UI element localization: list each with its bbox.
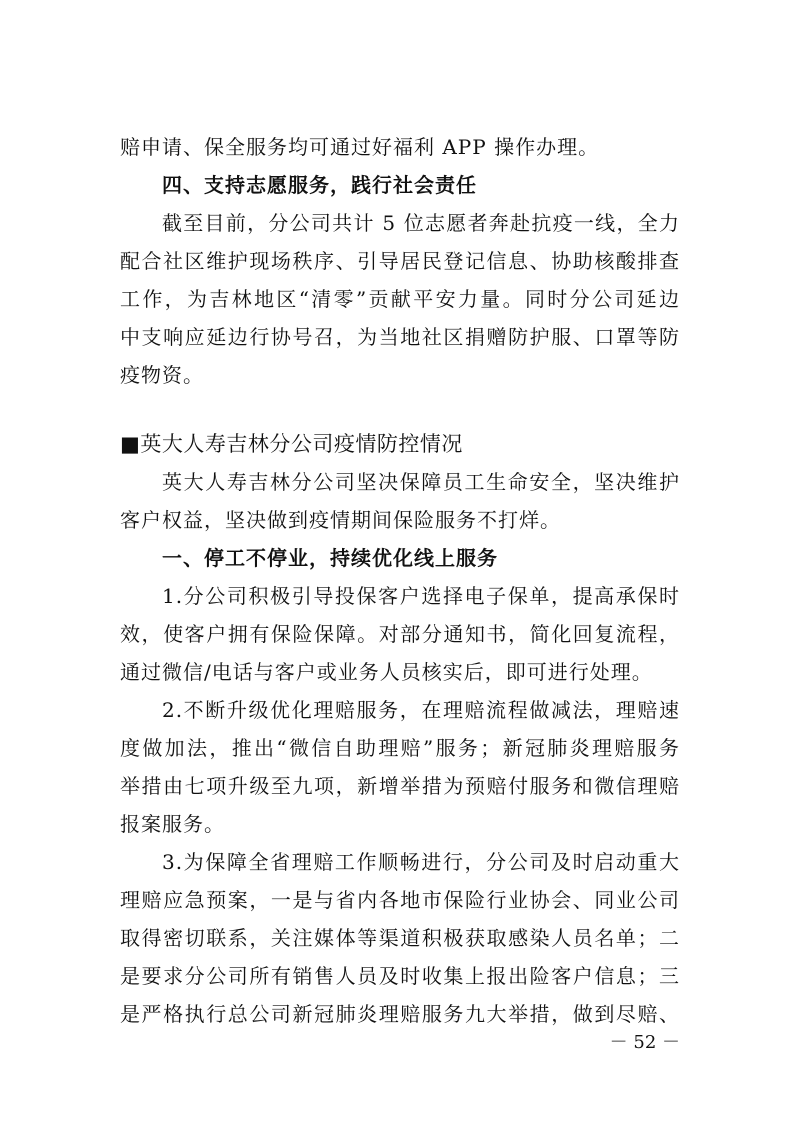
body-text-line: 中支响应延边行协号召，为当地社区捐赠防护服、口罩等防	[120, 325, 680, 349]
body-text-line: 是要求分公司所有销售人员及时收集上报出险客户信息；三	[120, 964, 680, 988]
body-text-line: 举措由七项升级至九项，新增举措为预赔付服务和微信理赔	[120, 774, 680, 798]
paragraph-first-line: 3.为保障全省理赔工作顺畅进行，分公司及时启动重大	[162, 850, 680, 874]
body-text-line: 度做加法，推出“微信自助理赔”服务；新冠肺炎理赔服务	[120, 736, 680, 760]
body-text-line: 报案服务。	[120, 812, 225, 836]
section-heading: ■英大人寿吉林分公司疫情防控情况	[120, 432, 463, 456]
body-text-line: 配合社区维护现场秩序、引导居民登记信息、协助核酸排查	[120, 249, 680, 273]
body-text-line: 客户权益，坚决做到疫情期间保险服务不打烊。	[120, 508, 561, 532]
page-number: － 52 －	[609, 1032, 680, 1053]
body-text-line: 赔申请、保全服务均可通过好福利 APP 操作办理。	[120, 135, 600, 159]
subsection-heading: 四、支持志愿服务，践行社会责任	[162, 173, 477, 197]
paragraph-first-line: 2.不断升级优化理赔服务，在理赔流程做减法，理赔速	[162, 698, 680, 722]
body-text-line: 是严格执行总公司新冠肺炎理赔服务九大举措，做到尽赔、	[120, 1002, 680, 1026]
body-text-line: 取得密切联系，关注媒体等渠道积极获取感染人员名单；二	[120, 926, 680, 950]
body-text-line: 工作，为吉林地区“清零”贡献平安力量。同时分公司延边	[120, 287, 680, 311]
body-text-line: 疫物资。	[120, 363, 204, 387]
body-text-line: 通过微信/电话与客户或业务人员核实后，即可进行处理。	[120, 660, 653, 684]
paragraph-first-line: 1.分公司积极引导投保客户选择电子保单，提高承保时	[162, 584, 680, 608]
body-text-line: 理赔应急预案，一是与省内各地市保险行业协会、同业公司	[120, 888, 680, 912]
subsection-heading: 一、停工不停业，持续优化线上服务	[162, 546, 498, 570]
body-text-line: 效，使客户拥有保险保障。对部分通知书，简化回复流程，	[120, 622, 680, 646]
paragraph-first-line: 截至目前，分公司共计 5 位志愿者奔赴抗疫一线，全力	[162, 211, 680, 235]
paragraph-first-line: 英大人寿吉林分公司坚决保障员工生命安全，坚决维护	[162, 470, 680, 494]
